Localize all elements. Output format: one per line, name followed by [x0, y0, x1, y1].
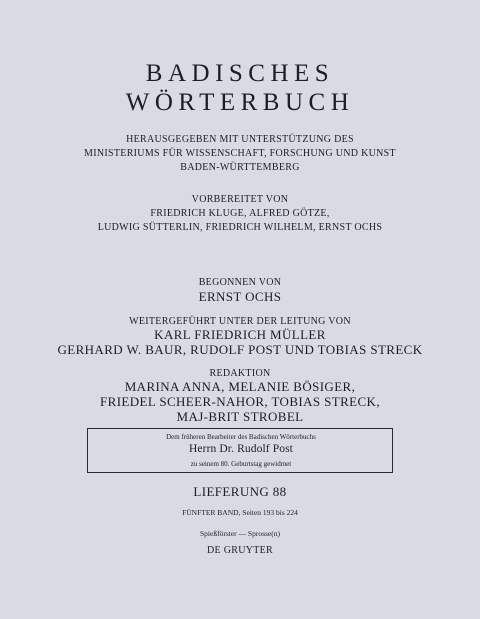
- title-line-1: BADISCHES: [145, 60, 335, 87]
- issue-label: LIEFERUNG 88: [193, 484, 287, 499]
- publisher-line-3: BADEN-WÜRTTEMBERG: [180, 162, 300, 173]
- issue-volume: FÜNFTER BAND, Seiten 193 bis 224: [182, 508, 298, 517]
- dedication-occasion: zu seinem 80. Geburtstag gewidmet: [190, 460, 292, 468]
- publisher-line-1: HERAUSGEGEBEN MIT UNTERSTÜTZUNG DES: [126, 134, 354, 145]
- continued-line-2: GERHARD W. BAUR, RUDOLF POST UND TOBIAS STRECK: [57, 342, 423, 357]
- dedication-intro: Dem früheren Bearbeiter des Badischen Wörterbuchs: [166, 433, 316, 441]
- continued-label: WEITERGEFÜHRT UNTER DER LEITUNG VON: [129, 316, 351, 327]
- dedication-box: [87, 428, 393, 473]
- begun-label: BEGONNEN VON: [198, 277, 282, 288]
- editorial-line-2: FRIEDEL SCHEER-NAHOR, TOBIAS STRECK,: [100, 394, 380, 409]
- continued-line-1: KARL FRIEDRICH MÜLLER: [154, 327, 326, 342]
- issue-range: Spießförster — Sprosse(n): [200, 529, 280, 538]
- title-line-2: WÖRTERBUCH: [125, 89, 355, 116]
- begun-name: ERNST OCHS: [198, 289, 282, 304]
- prepared-line-2: LUDWIG SÜTTERLIN, FRIEDRICH WILHELM, ERNST OCHS: [97, 222, 383, 233]
- publisher-name: DE GRUYTER: [206, 545, 274, 556]
- publisher-line-2: MINISTERIUMS FÜR WISSENSCHAFT, FORSCHUNG UND KUNST: [84, 148, 396, 159]
- editorial-line-3: MAJ-BRIT STROBEL: [176, 409, 304, 424]
- editorial-line-1: MARINA ANNA, MELANIE BÖSIGER,: [124, 379, 356, 394]
- prepared-line-1: FRIEDRICH KLUGE, ALFRED GÖTZE,: [150, 208, 330, 219]
- dedication-name: Herrn Dr. Rudolf Post: [189, 443, 293, 455]
- prepared-label: VORBEREITET VON: [191, 194, 289, 205]
- editorial-label: REDAKTION: [209, 368, 271, 379]
